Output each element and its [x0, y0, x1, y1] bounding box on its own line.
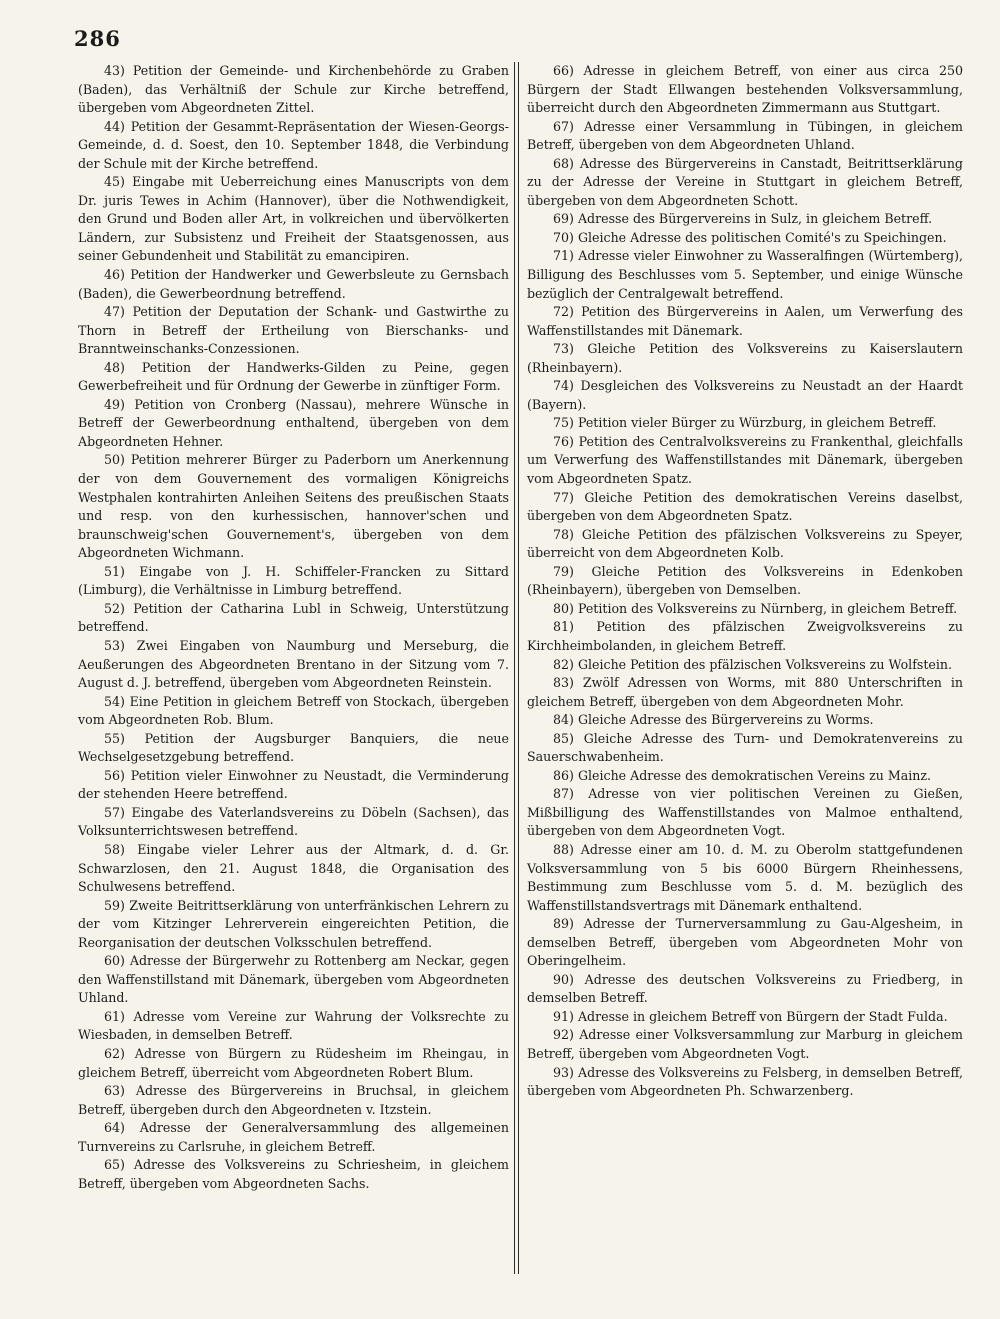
petition-entry-52: 52) Petition der Catharina Lubl in Schweig, Unterstützung betreffend. — [78, 600, 509, 635]
petition-entry-89: 89) Adresse der Turnerversammlung zu Gau-Algesheim, in demselben Betreff, übergeben vom Abgeordneten Mohr von Oberingelheim. — [527, 916, 963, 969]
petition-entry-64: 64) Adresse der Generalversammlung des allgemeinen Turnvereins zu Carlsruhe, in gleichem Betreff. — [78, 1120, 509, 1154]
petition-entry-63: 63) Adresse des Bürgervereins in Bruchsal, in gleichem Betreff, übergeben durch den Abgeordneten v. Itzstein. — [78, 1083, 509, 1117]
petition-entry-92: 92) Adresse einer Volksversammlung zur Marburg in gleichem Betreff, übergeben vom Abgeordneten Vogt. — [527, 1027, 963, 1061]
petition-entry-62: 62) Adresse von Bürgern zu Rüdesheim im Rheingau, in gleichem Betreff, überreicht vom Abgeordneten Robert Blum. — [78, 1045, 509, 1080]
petition-entry-65: 65) Adresse des Volksvereins zu Schriesheim, in gleichem Betreff, übergeben vom Abgeordneten Sachs. — [78, 1157, 509, 1191]
petition-entry-71: 71) Adresse vieler Einwohner zu Wasseralfingen (Würtemberg), Billigung des Beschlusses vom 5. September, und einige Wünsche bezüglich der Centralgewalt betreffend. — [527, 248, 963, 301]
petition-entry-81: 81) Petition des pfälzischen Zweigvolksvereins zu Kirchheimbolanden, in gleichem Betreff. — [527, 619, 963, 653]
petition-entry-76: 76) Petition des Centralvolksvereins zu Frankenthal, gleichfalls um Verwerfung des Waffenstillstandes mit Dänemark, übergeben vom Abgeordneten Spatz. — [527, 433, 963, 487]
petition-entry-44: 44) Petition der Gesammt-Repräsentation der Wiesen-Georgs-Gemeinde, d. d. Soest, den 10. September 1848, die Verbindung der Schule mit der Kirche betreffend. — [78, 118, 509, 171]
petition-entry-56: 56) Petition vieler Einwohner zu Neustadt, die Verminderung der stehenden Heere betreffend. — [78, 767, 509, 802]
petition-entry-85: 85) Gleiche Adresse des Turn- und Demokratenvereins zu Sauerschwabenheim. — [527, 730, 963, 765]
petition-entry-49: 49) Petition von Cronberg (Nassau), mehrere Wünsche in Betreff der Gewerbeordnung enthaltend, übergeben von dem Abgeordneten Hehner. — [78, 396, 509, 449]
petition-entry-91: 91) Adresse in gleichem Betreff von Bürgern der Stadt Fulda. — [553, 1008, 948, 1024]
petition-entry-68: 68) Adresse des Bürgervereins in Canstadt, Beitrittserklärung zu der Adresse der Vereine in Stuttgart in gleichem Betreff, übergeben von dem Abgeordneten Schott. — [527, 155, 963, 208]
petition-entry-61: 61) Adresse vom Vereine zur Wahrung der Volksrechte zu Wiesbaden, in demselben Betreff. — [78, 1008, 509, 1043]
petition-entry-46: 46) Petition der Handwerker und Gewerbsleute zu Gernsbach (Baden), die Gewerbeordnung betreffend. — [78, 267, 509, 301]
petition-entry-78: 78) Gleiche Petition des pfälzischen Volksvereins zu Speyer, überreicht von dem Abgeordneten Kolb. — [527, 526, 963, 561]
petition-entry-87: 87) Adresse von vier politischen Vereinen zu Gießen, Mißbilligung des Waffenstillstandes von Malmoe enthaltend, übergeben von dem Abgeordneten Vogt. — [527, 786, 963, 839]
left-column — [78, 62, 509, 1193]
petition-entry-72: 72) Petition des Bürgervereins in Aalen, um Verwerfung des Waffenstillstandes mit Dänemark. — [527, 304, 963, 338]
petition-entry-80: 80) Petition des Volksvereins zu Nürnberg, in gleichem Betreff. — [553, 600, 958, 616]
petition-entry-57: 57) Eingabe des Vaterlandsvereins zu Döbeln (Sachsen), das Volksunterrichtswesen betreffend. — [78, 804, 509, 839]
petition-entry-60: 60) Adresse der Bürgerwehr zu Rottenberg am Neckar, gegen den Waffenstillstand mit Dänemark, übergeben vom Abgeordneten Uhland. — [78, 953, 509, 1006]
petition-entry-83: 83) Zwölf Adressen von Worms, mit 880 Unterschriften in gleichem Betreff, übergeben von dem Abgeordneten Mohr. — [527, 675, 963, 709]
petition-entry-82: 82) Gleiche Petition des pfälzischen Volksvereins zu Wolfstein. — [553, 656, 952, 672]
petition-entry-73: 73) Gleiche Petition des Volksvereins zu Kaiserslautern (Rheinbayern). — [527, 341, 963, 375]
column-divider-rule — [514, 62, 515, 1274]
page-number: 286 — [74, 26, 121, 51]
petition-entry-53: 53) Zwei Eingaben von Naumburg und Merseburg, die Aeußerungen des Abgeordneten Brentano in der Sitzung vom 7. August d. J. betreffend, übergeben vom Abgeordneten Reinstein. — [78, 637, 509, 691]
petition-entry-45: 45) Eingabe mit Ueberreichung eines Manuscripts von dem Dr. juris Tewes in Achim (Hannover), über die Nothwendigkeit, den Grund und Boden aller Art, in volkreichen und übervölkerten Ländern, zur Subsistenz und Freiheit der Staatsgenossen, aus seiner Gebundenheit und Stabilität zu emancipiren. — [78, 174, 509, 264]
column-divider-rule — [518, 62, 519, 1274]
petition-entry-86: 86) Gleiche Adresse des demokratischen Vereins zu Mainz. — [553, 767, 932, 783]
petition-entry-59: 59) Zweite Beitrittserklärung von unterfränkischen Lehrern zu der vom Kitzinger Lehrerverein eingereichten Petition, die Reorganisation der deutschen Volksschulen betreffend. — [78, 897, 509, 950]
petition-entry-54: 54) Eine Petition in gleichem Betreff von Stockach, übergeben vom Abgeordneten Rob. Blum. — [78, 693, 509, 728]
petition-entry-75: 75) Petition vieler Bürger zu Würzburg, in gleichem Betreff. — [553, 415, 937, 431]
petition-entry-93: 93) Adresse des Volksvereins zu Felsberg, in demselben Betreff, übergeben vom Abgeordneten Ph. Schwarzenberg. — [527, 1064, 963, 1099]
right-column — [527, 62, 963, 1101]
petition-entry-51: 51) Eingabe von J. H. Schiffeler-Francken zu Sittard (Limburg), die Verhältnisse in Limburg betreffend. — [78, 563, 509, 598]
petition-entry-66: 66) Adresse in gleichem Betreff, von einer aus circa 250 Bürgern der Stadt Ellwangen bestehenden Volksversammlung, überreicht durch den Abgeordneten Zimmermann aus Stuttgart. — [527, 63, 963, 116]
petition-entry-58: 58) Eingabe vieler Lehrer aus der Altmark, d. d. Gr. Schwarzlosen, den 21. August 1848, die Organisation des Schulwesens betreffend. — [78, 841, 509, 895]
petition-entry-55: 55) Petition der Augsburger Banquiers, die neue Wechselgesetzgebung betreffend. — [78, 730, 509, 765]
petition-entry-74: 74) Desgleichen des Volksvereins zu Neustadt an der Haardt (Bayern). — [527, 378, 963, 412]
petition-entry-84: 84) Gleiche Adresse des Bürgervereins zu Worms. — [553, 712, 874, 728]
petition-entry-47: 47) Petition der Deputation der Schank- und Gastwirthe zu Thorn in Betreff der Ertheilung von Bierschanks- und Branntweinschanks-Conzessionen. — [78, 304, 509, 357]
petition-entry-43: 43) Petition der Gemeinde- und Kirchenbehörde zu Graben (Baden), das Verhältniß der Schule zur Kirche betreffend, übergeben vom Abgeordneten Zittel. — [78, 63, 509, 116]
petition-entry-90: 90) Adresse des deutschen Volksvereins zu Friedberg, in demselben Betreff. — [527, 971, 963, 1006]
petition-entry-48: 48) Petition der Handwerks-Gilden zu Peine, gegen Gewerbefreiheit und für Ordnung der Gewerbe in zünftiger Form. — [78, 359, 509, 394]
petition-entry-79: 79) Gleiche Petition des Volksvereins in Edenkoben (Rheinbayern), übergeben von Demselben. — [527, 563, 963, 598]
petition-entry-67: 67) Adresse einer Versammlung in Tübingen, in gleichem Betreff, übergeben von dem Abgeordneten Uhland. — [527, 118, 963, 153]
petition-entry-69: 69) Adresse des Bürgervereins in Sulz, in gleichem Betreff. — [553, 211, 933, 227]
petition-entry-88: 88) Adresse einer am 10. d. M. zu Oberolm stattgefundenen Volksversammlung von 5 bis 6000 Bürgern Rheinhessens, Bestimmung zum Beschlusse vom 5. d. M. bezüglich des Waffenstillstandsvertrags mit Dänemark enthaltend. — [527, 841, 963, 913]
petition-entry-70: 70) Gleiche Adresse des politischen Comité's zu Speichingen. — [553, 229, 947, 245]
petition-entry-77: 77) Gleiche Petition des demokratischen Vereins daselbst, übergeben von dem Abgeordneten Spatz. — [527, 489, 963, 524]
petition-entry-50: 50) Petition mehrerer Bürger zu Paderborn um Anerkennung der von dem Gouvernement des vormaligen Königreichs Westphalen kontrahirten Anleihen Seitens des preußischen Staats und resp. von den kurhessischen, hannover'schen und braunschweig'schen Gouvernement's, übergeben von dem Abgeordneten Wichmann. — [78, 452, 509, 561]
